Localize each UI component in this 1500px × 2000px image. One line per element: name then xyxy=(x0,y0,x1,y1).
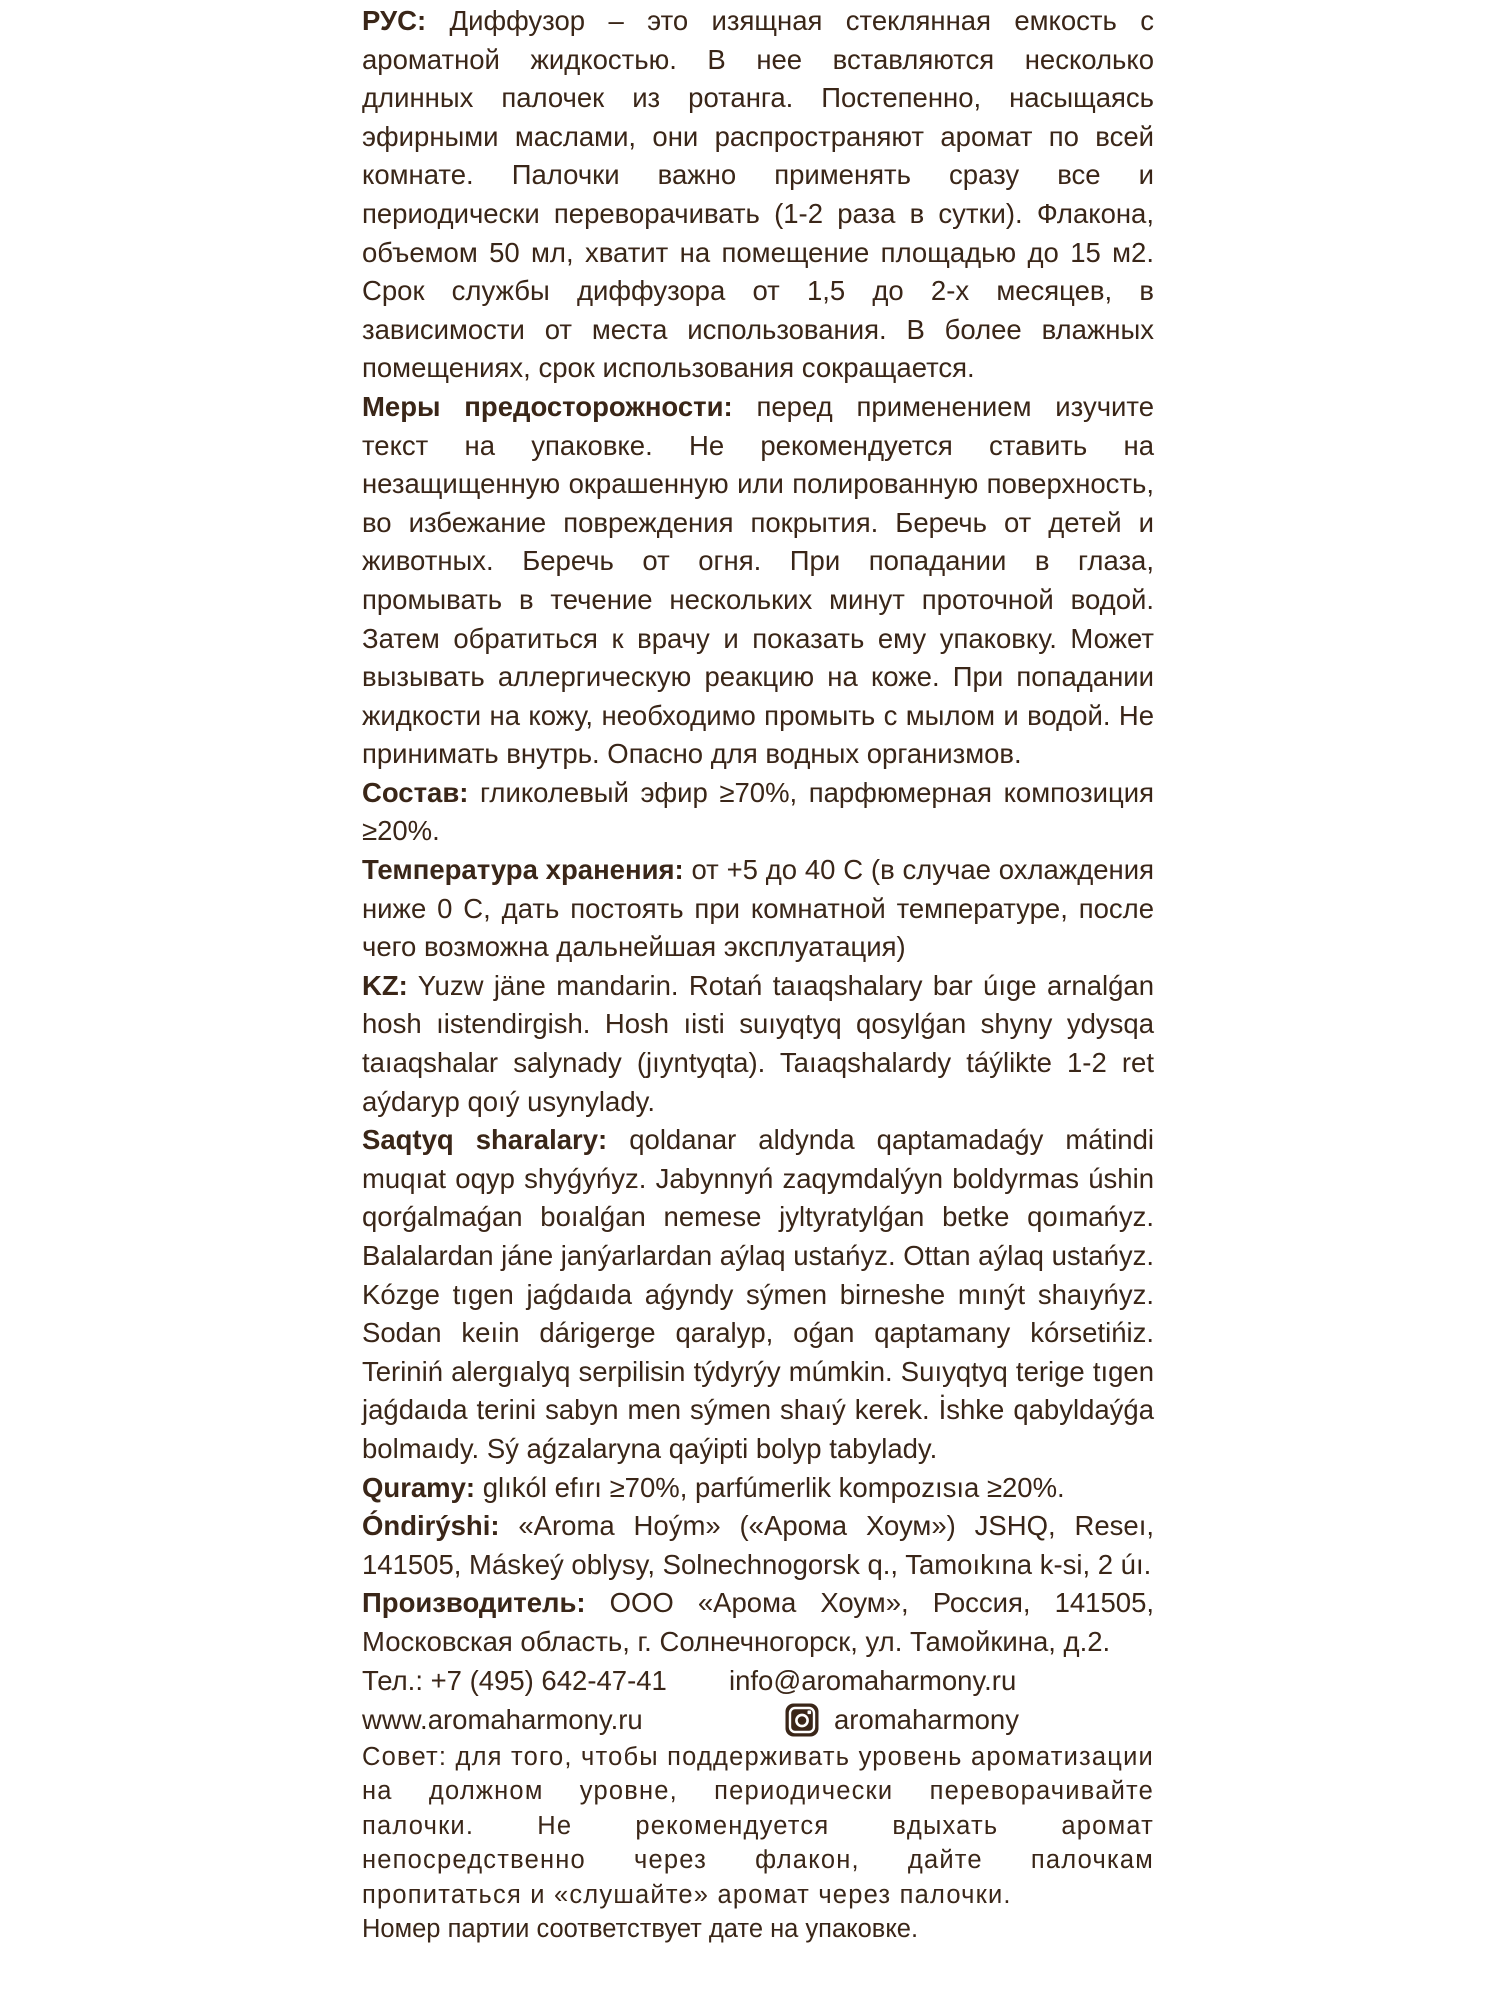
ru-description-text: Диффузор – это изящная стеклянная емкость с ароматной жидкостью. В нее вставляются несколько длинных палочек из ротанга. Постепенно, насыщаясь эфирными маслами, они распространяют аромат по всей комнате. Палочки важно применять сразу все и периодически переворачивать (1-2 раза в сутки). Флакона, объемом 50 мл, хватит на помещение площадью до 15 м2. Срок службы диффузора от 1,5 до 2-х месяцев, в зависимости от места использования. В более влажных помещениях, срок использования сокращается. xyxy=(362,5,1154,384)
kz-composition-heading: Quramy: xyxy=(362,1471,476,1503)
ru-manufacturer-text: ООО «Арома Хоум», Россия, 141505, Московская область, г. Солнечногорск, ул. Тамойкина, д.2. xyxy=(362,1587,1154,1657)
ru-composition xyxy=(362,774,1154,851)
email-link[interactable]: info@aromaharmony.ru xyxy=(729,1664,1017,1696)
label-text-block xyxy=(362,2,1154,1998)
contacts-row-web-instagram xyxy=(362,1701,1154,1740)
kz-precautions xyxy=(362,1121,1154,1468)
kz-heading: KZ: xyxy=(362,969,408,1001)
ru-manufacturer xyxy=(362,1584,1154,1661)
kz-manufacturer-heading: Óndirýshi: xyxy=(362,1510,500,1542)
ru-composition-heading: Состав: xyxy=(362,776,469,808)
phone-text: Тел.: +7 (495) 642-47-41 xyxy=(362,1664,667,1696)
kz-manufacturer xyxy=(362,1507,1154,1584)
ru-storage-text: от +5 до 40 С (в случае охлаждения ниже 0 С, дать постоять при комнатной температуре, после чего возможна дальнейшая эксплуатация) xyxy=(362,854,1154,963)
ru-precautions-heading: Меры предосторожности: xyxy=(362,390,733,422)
ru-description xyxy=(362,2,1154,388)
ru-precautions xyxy=(362,388,1154,774)
contacts-block xyxy=(362,1662,1154,1740)
advice-paragraph: Совет: для того, чтобы поддерживать уровень ароматизации на должном уровне, периодически переворачивайте палочки. Не рекомендуется вдыхать аромат непосредственно через флакон, дайте палочкам пропитаться и «слушайте» аромат через палочки. xyxy=(362,1742,1154,1909)
instagram-handle: aromaharmony xyxy=(834,1703,1019,1735)
ru-precautions-text: перед применением изучите текст на упаковке. Не рекомендуется ставить на незащищенную окрашенную или полированную поверхность, во избежание повреждения покрытия. Беречь от детей и животных. Беречь от огня. При попадании в глаза, промывать в течение нескольких минут проточной водой. Затем обратиться к врачу и показать ему упаковку. Может вызывать аллергическую реакцию на коже. При попадании жидкости на кожу, необходимо промыть с мылом и водой. Не принимать внутрь. Опасно для водных организмов. xyxy=(362,390,1154,770)
kz-composition-text: glıkól efırı ≥70%, parfúmerlik kompozısıa ≥20%. xyxy=(475,1471,1065,1503)
kz-precautions-text: qoldanar aldynda qaptamadaǵy mátindi muqıat oqyp shyǵyńyz. Jabynnyń zaqymdalýyn boldyrmas úshin qorǵalmaǵan boıalǵan nemese jyltyratylǵan betke qoımańyz. Balalardan jáne janýarlardan aýlaq ustańyz. Ottan aýlaq ustańyz. Kózge tıgen jaǵdaıda aǵyndy sýmen birneshe mınýt shaıyńyz. Sodan keıin dárigerge qaralyp, oǵan qaptamany kórsetińiz. Teriniń alergıalyq serpilisin týdyrýy múmkin. Suıyqtyq terige tıgen jaǵdaıda terini sabyn men sýmen shaıý kerek. İshke qabyldaýǵa bolmaıdy. Sý aǵzalaryna qaýipti bolyp tabylady. xyxy=(362,1124,1155,1464)
instagram-handle-group[interactable] xyxy=(784,1701,1019,1740)
ru-manufacturer-heading: Производитель: xyxy=(362,1587,586,1619)
ru-composition-text: гликолевый эфир ≥70%, парфюмерная композиция ≥20%. xyxy=(362,776,1154,847)
website-link[interactable]: www.aromaharmony.ru xyxy=(362,1703,643,1735)
ru-heading: РУС: xyxy=(362,5,427,36)
contacts-row-phone-email xyxy=(362,1662,1154,1701)
instagram-icon xyxy=(784,1702,820,1738)
batch-note: Номер партии соответствует дате на упаковке. xyxy=(362,1915,919,1944)
ru-storage xyxy=(362,851,1154,967)
kz-description-text: Yuzw jäne mandarin. Rotań taıaqshalary bar úıge arnalǵan hosh ıistendirgish. Hosh ıisti suıyqtyq qosylǵan shyny ydysqa taıaqshalar salynady (jıyntyqta). Taıaqshalardy táýlikte 1-2 ret aýdaryp qoıý usynylady. xyxy=(362,969,1154,1117)
ru-storage-heading: Температура хранения: xyxy=(362,854,684,886)
kz-precautions-heading: Saqtyq sharalary: xyxy=(362,1124,608,1156)
kz-manufacturer-text: «Aroma Hoým» («Арома Хоум») JSHQ, Reseı, 141505, Máskeý oblysy, Solnechnogorsk q., Tamoıkına k-si, 2 úı. xyxy=(362,1510,1154,1580)
kz-description xyxy=(362,967,1154,1121)
kz-composition xyxy=(362,1469,1154,1508)
